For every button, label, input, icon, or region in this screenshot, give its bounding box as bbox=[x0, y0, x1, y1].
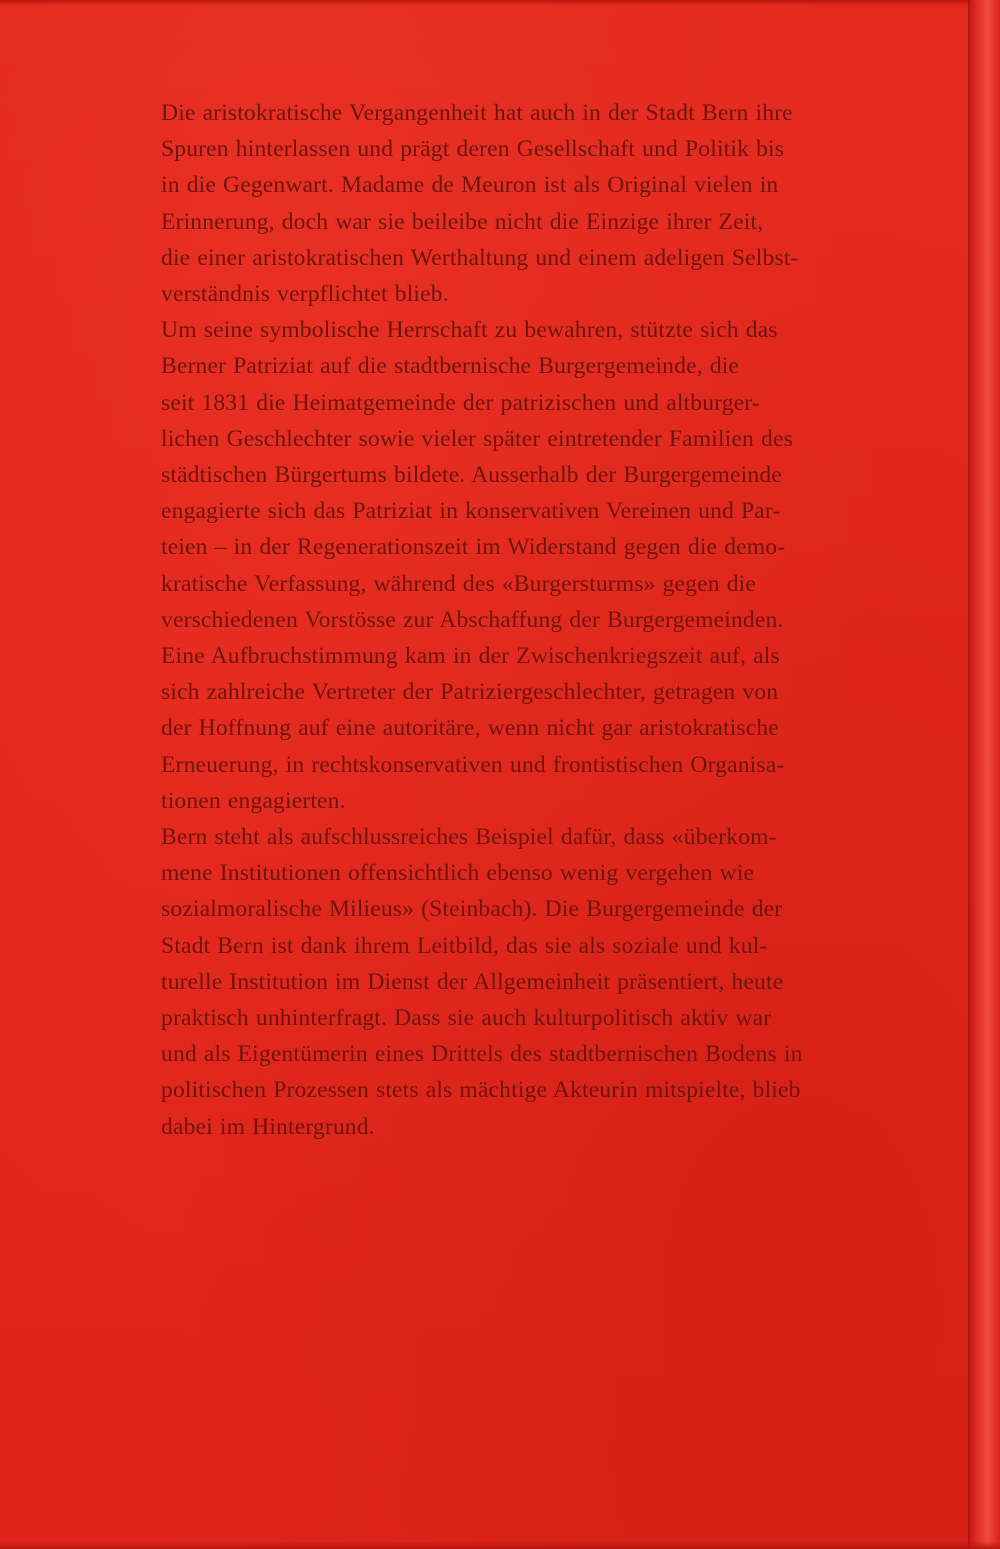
blurb-line: turelle Institution im Dienst der Allgemeinheit präsentiert, heute bbox=[161, 968, 784, 995]
blurb-line: die einer aristokratischen Werthaltung und einem adeligen Selbst- bbox=[161, 244, 799, 271]
blurb-line: teien – in der Regenerationszeit im Widerstand gegen die demo- bbox=[161, 534, 786, 561]
blurb-line: verständnis verpflichtet blieb. bbox=[161, 281, 449, 308]
blurb-line: kratische Verfassung, während des «Burgersturms» gegen die bbox=[161, 570, 757, 597]
blurb-line: praktisch unhinterfragt. Dass sie auch kulturpolitisch aktiv war bbox=[161, 1005, 772, 1032]
blurb-line: dabei im Hintergrund. bbox=[161, 1113, 375, 1140]
cover-bottom-edge bbox=[0, 1541, 1000, 1549]
blurb-line: engagierte sich das Patriziat in konservativen Vereinen und Par- bbox=[161, 498, 781, 525]
blurb-line: Erinnerung, doch war sie beileibe nicht die Einzige ihrer Zeit, bbox=[161, 208, 764, 235]
blurb-line: Eine Aufbruchstimmung kam in der Zwischenkriegszeit auf, als bbox=[161, 643, 780, 670]
blurb-line: Spuren hinterlassen und prägt deren Gesellschaft und Politik bis bbox=[161, 136, 785, 163]
blurb-line: Erneuerung, in rechtskonservativen und frontistischen Organisa- bbox=[161, 751, 785, 778]
blurb-line: und als Eigentümerin eines Drittels des stadtbernischen Bodens in bbox=[161, 1041, 803, 1068]
blurb-line: lichen Geschlechter sowie vieler später eintretender Familien des bbox=[161, 425, 793, 452]
blurb-line: mene Institutionen offensichtlich ebenso wenig vergehen wie bbox=[161, 860, 755, 887]
cover-top-edge bbox=[0, 0, 1000, 6]
blurb-line: in die Gegenwart. Madame de Meuron ist als Original vielen in bbox=[161, 172, 779, 199]
blurb-line: Um seine symbolische Herrschaft zu bewahren, stützte sich das bbox=[161, 317, 778, 344]
blurb-line: tionen engagierten. bbox=[161, 787, 346, 814]
blurb-line: der Hoffnung auf eine autoritäre, wenn nicht gar aristokratische bbox=[161, 715, 779, 742]
blurb-line: sozialmoralische Milieus» (Steinbach). Die Burgergemeinde der bbox=[161, 896, 783, 923]
blurb-line: verschiedenen Vorstösse zur Abschaffung der Burgergemeinden. bbox=[161, 606, 784, 633]
blurb-line: sich zahlreiche Vertreter der Patriziergeschlechter, getragen von bbox=[161, 679, 779, 706]
back-cover-blurb bbox=[161, 95, 941, 1145]
book-spine-edge bbox=[970, 0, 1000, 1549]
blurb-line: Berner Patriziat auf die stadtbernische Burgergemeinde, die bbox=[161, 353, 740, 380]
blurb-line: Bern steht als aufschlussreiches Beispiel dafür, dass «überkom- bbox=[161, 824, 777, 851]
blurb-line: Die aristokratische Vergangenheit hat auch in der Stadt Bern ihre bbox=[161, 100, 793, 126]
blurb-line: städtischen Bürgertums bildete. Ausserhalb der Burgergemeinde bbox=[161, 462, 782, 489]
blurb-line: Stadt Bern ist dank ihrem Leitbild, das sie als soziale und kul- bbox=[161, 932, 768, 959]
blurb-line: seit 1831 die Heimatgemeinde der patrizischen und altburger- bbox=[161, 389, 760, 416]
blurb-line: politischen Prozessen stets als mächtige Akteurin mitspielte, blieb bbox=[161, 1077, 801, 1104]
